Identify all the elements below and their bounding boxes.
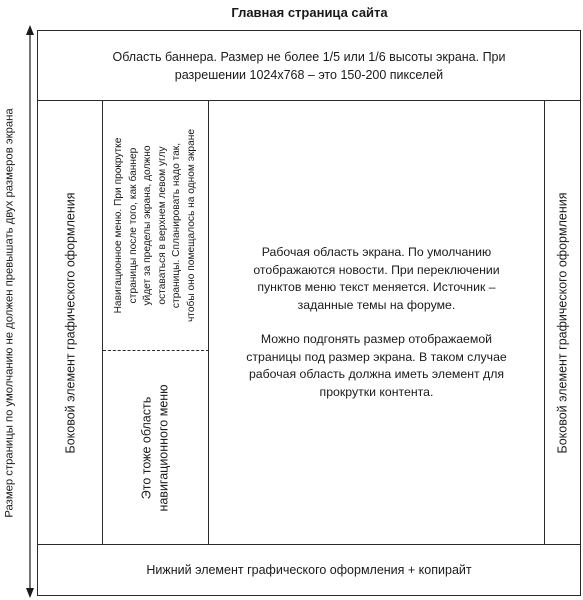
secondary-navigation-text [139, 384, 173, 511]
nav-line-2: страницы после того, как баннер [127, 147, 139, 304]
page-height-arrow [22, 24, 38, 599]
work-line-4: заданные темы на форуме. [297, 297, 456, 312]
nav-line-5: страницы. Спланировать надо так, [171, 142, 183, 309]
nav-extra-line-2: навигационного меню [156, 383, 171, 512]
banner-line-2: разрешении 1024x768 – это 150-200 пикселей [174, 67, 444, 82]
footer-area: Нижний элемент графического оформления + копирайт [38, 544, 580, 595]
work-line-5: Можно подгонять размер отображаемой [260, 332, 493, 346]
nav-line-1: Навигационное меню. При прокрутке [113, 137, 125, 314]
page-size-note [1, 36, 19, 590]
right-decor-label: Боковой элемент графического оформления [555, 192, 570, 453]
work-line-1: Рабочая область экрана. По умолчанию [261, 245, 492, 259]
nav-line-3: уйдет за пределы экрана, должно [142, 145, 154, 306]
left-decor-area [38, 101, 103, 544]
right-decor-area [544, 101, 580, 544]
nav-line-6: чтобы оно помещалось на одном экране [185, 128, 197, 323]
nav-extra-line-1: Это тоже область [139, 396, 154, 499]
banner-area [38, 31, 580, 101]
secondary-navigation-area [103, 351, 209, 544]
work-line-8: прокрутки контента. [319, 384, 434, 399]
left-decor-label: Боковой элемент графического оформления [63, 192, 77, 453]
work-line-2: отображаются новости. При переключении [253, 262, 500, 277]
work-area-paragraph-2 [246, 331, 507, 401]
work-line-7: рабочая область должна иметь элемент для [248, 367, 505, 381]
nav-line-4: оставаться в верхнем левом углу [156, 146, 168, 305]
work-area-paragraph-1 [253, 244, 499, 314]
page-title: Главная страница сайта [231, 5, 388, 20]
work-area [209, 101, 544, 544]
page-size-note-text: Размер страницы по умолчанию не должен превышать двух размеров экрана [4, 108, 16, 518]
navigation-menu-area [103, 101, 209, 351]
work-line-6: страницы под размер экрана. В таком случае [246, 349, 507, 364]
page-layout-frame [37, 30, 581, 596]
banner-line-1: Область баннера. Размер не более 1/5 или 1/6 высоты экрана. При [112, 49, 506, 64]
navigation-menu-text [112, 129, 199, 322]
work-line-3: пунктов меню текст меняется. Источник – [257, 280, 496, 294]
